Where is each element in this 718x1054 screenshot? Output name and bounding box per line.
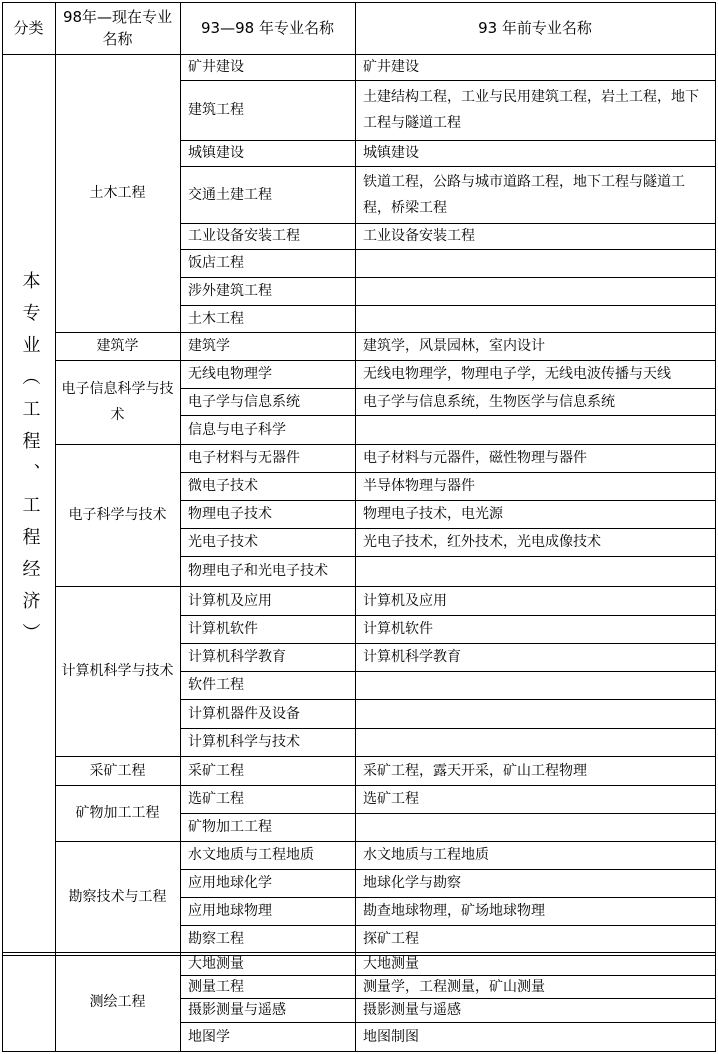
row-line [180,671,715,672]
current-major-name: 计算机科学与技术 [61,663,174,679]
mid-major-name: 建筑工程 [188,102,244,118]
mid-major-name: 物理电子技术 [188,506,272,522]
group-line [55,444,715,445]
mid-major-name: 无线电物理学 [188,366,272,382]
row-line [180,80,715,81]
mid-major-name: 勘察工程 [188,930,244,947]
column-line-4 [715,2,716,1051]
mid-major-name: 饭店工程 [188,255,244,271]
table-border-bottom [2,1051,716,1052]
pre93-major-name: 选矿工程 [363,791,419,807]
mid-major-name: 摄影测量与遥感 [188,1002,286,1018]
current-major-name: 勘察技术与工程 [68,888,167,905]
column-line-2 [180,2,181,1051]
mid-major-name: 电子学与信息系统 [188,393,300,410]
mid-major-name: 地图学 [188,1028,230,1045]
current-major-name: 建筑学 [96,338,139,354]
header-pre-93-name: 93 年前专业名称 [478,19,592,37]
row-line [180,897,715,898]
row-line [180,699,715,700]
mid-major-name: 大地测量 [188,955,244,972]
current-major-name: 矿物加工工程 [75,805,160,821]
pre93-major-name: 测量学，工程测量，矿山测量 [363,978,545,995]
pre93-major-name: 光电子技术，红外技术，光电成像技术 [363,534,601,550]
mid-major-name: 交通土建工程 [188,186,272,203]
mid-major-name: 光电子技术 [188,534,258,550]
pre93-major-name: 探矿工程 [363,930,419,947]
group-line [55,586,715,587]
mid-major-name: 微电子技术 [188,478,258,494]
row-line [180,556,715,557]
pre93-major-name: 地球化学与勘察 [363,875,461,891]
row-line [180,140,715,141]
current-major-name: 测绘工程 [89,993,146,1010]
row-line [180,869,715,870]
pre93-major-name: 物理电子技术，电光源 [363,506,503,522]
pre93-major-name: 电子材料与元器件，磁性物理与器件 [363,450,587,466]
row-line [180,305,715,306]
row-line [180,813,715,814]
pre93-major-name: 摄影测量与遥感 [363,1002,461,1018]
table-border-top [2,2,715,3]
row-line [180,998,715,999]
mid-major-name: 应用地球物理 [188,903,272,919]
pre93-major-name: 采矿工程，露天开采，矿山工程物理 [363,762,587,779]
mid-major-name: 信息与电子科学 [188,421,286,438]
pre93-major-name: 电子学与信息系统，生物医学与信息系统 [363,393,615,410]
row-line [180,643,715,644]
pre93-major-name: 工业设备安装工程 [363,228,475,244]
pre93-major-name: 水文地质与工程地质 [363,847,489,863]
mid-major-name: 城镇建设 [188,145,244,161]
pre93-major-name: 土建结构工程，工业与民用建筑工程，岩土工程，地下工程与隧道工程 [363,89,699,131]
mid-major-name: 土木工程 [188,310,244,327]
column-line-0 [2,2,3,1051]
row-line [180,1022,715,1023]
group-line [55,841,715,842]
row-line [180,388,715,389]
column-line-1 [55,2,56,1051]
header-category: 分类 [13,19,44,37]
group-line [55,360,715,361]
row-line [180,415,715,416]
mid-major-name: 建筑学 [188,338,230,354]
mid-major-name: 计算机科学教育 [188,649,286,665]
header-93-98-name: 93—98 年专业名称 [201,19,334,37]
mid-major-name: 软件工程 [188,677,244,693]
category-label: 本专业（工程、工程经济） [19,271,41,655]
mid-major-name: 工业设备安装工程 [188,228,300,244]
current-major-name: 土木工程 [89,185,146,201]
group-line [55,785,715,786]
row-line [180,166,715,167]
mid-major-name: 矿物加工工程 [188,819,272,835]
current-major-name: 电子信息科学与技术 [61,381,174,423]
row-line [180,925,715,926]
mid-major-name: 采矿工程 [188,762,244,779]
mid-major-name: 测量工程 [188,978,244,995]
mid-major-name: 涉外建筑工程 [188,283,272,299]
mid-major-name: 电子材料与无器件 [188,450,300,466]
pre93-major-name: 城镇建设 [363,145,419,161]
pre93-major-name: 计算机软件 [363,621,433,637]
pre93-major-name: 勘查地球物理，矿场地球物理 [363,903,545,919]
column-line-3 [355,2,356,1051]
pre93-major-name: 矿井建设 [363,59,419,75]
mid-major-name: 计算机及应用 [188,592,272,609]
row-line [180,728,715,729]
pre93-major-name: 建筑学，风景园林，室内设计 [363,338,545,354]
row-line [180,277,715,278]
pre93-major-name: 计算机及应用 [363,592,447,609]
mid-major-name: 水文地质与工程地质 [188,847,314,863]
current-major-name: 电子科学与技术 [68,507,167,523]
current-major-name: 采矿工程 [89,762,146,779]
pre93-major-name: 铁道工程，公路与城市道路工程，地下工程与隧道工程，桥梁工程 [363,173,685,216]
header-current-name: 98年—现在专业名称 [62,8,173,48]
row-line [180,223,715,224]
mid-major-name: 计算机器件及设备 [188,705,300,722]
pre93-major-name: 无线电物理学，物理电子学，无线电波传播与天线 [363,366,671,382]
header-separator [2,54,715,55]
row-line [180,528,715,529]
mid-major-name: 计算机软件 [188,621,258,637]
row-line [180,615,715,616]
mid-major-name: 计算机科学与技术 [188,734,300,750]
pre93-major-name: 计算机科学教育 [363,649,461,665]
pre93-major-name: 半导体物理与器件 [363,478,475,494]
major-mapping-table [2,2,715,1052]
mid-major-name: 应用地球化学 [188,875,272,891]
mid-major-name: 选矿工程 [188,791,244,807]
mid-major-name: 物理电子和光电子技术 [188,563,328,579]
pre93-major-name: 地图制图 [363,1028,419,1045]
row-line [180,249,715,250]
row-line [180,472,715,473]
row-line [180,500,715,501]
pre93-major-name: 大地测量 [363,955,419,972]
mid-major-name: 矿井建设 [188,59,244,75]
